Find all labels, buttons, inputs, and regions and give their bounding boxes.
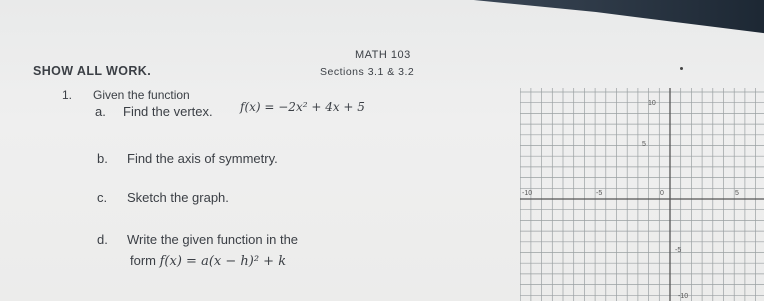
tick-label-y-neg5: -5 bbox=[675, 247, 682, 254]
tick-label-origin: 0 bbox=[660, 190, 664, 197]
page-dot bbox=[680, 67, 683, 70]
part-b-label: b. bbox=[97, 151, 108, 166]
tick-label-x-neg5: -5 bbox=[596, 190, 603, 197]
tick-label-x-neg10: -10 bbox=[522, 190, 533, 197]
form-label: form bbox=[130, 253, 156, 268]
part-d-form bbox=[130, 253, 286, 269]
problem-text: Given the function bbox=[93, 88, 190, 102]
form-expression: f(x) = a(x − h)² + k bbox=[159, 254, 287, 269]
sections-label: Sections 3.1 & 3.2 bbox=[320, 66, 415, 78]
tick-label-y-5: 5 bbox=[642, 141, 646, 148]
tick-label-y-neg10: -10 bbox=[678, 293, 689, 300]
grid-lines bbox=[520, 88, 764, 301]
part-a-text: Find the vertex. bbox=[123, 104, 213, 119]
part-c-label: c. bbox=[97, 190, 108, 205]
tick-label-y-10: 10 bbox=[648, 100, 656, 107]
coordinate-grid bbox=[520, 88, 764, 301]
tick-label-x-5: 5 bbox=[735, 190, 739, 197]
part-d-label: d. bbox=[97, 232, 108, 247]
part-a-label: a. bbox=[95, 104, 106, 119]
part-d-text: Write the given function in the bbox=[127, 232, 299, 247]
part-c-text: Sketch the graph. bbox=[127, 190, 229, 205]
problem-function: f(x) = −2x² + 4x + 5 bbox=[240, 100, 365, 114]
course-title: MATH 103 bbox=[355, 49, 411, 61]
instructions-heading: SHOW ALL WORK. bbox=[33, 64, 152, 78]
problem-number: 1. bbox=[62, 88, 73, 102]
part-b-text: Find the axis of symmetry. bbox=[127, 151, 278, 166]
